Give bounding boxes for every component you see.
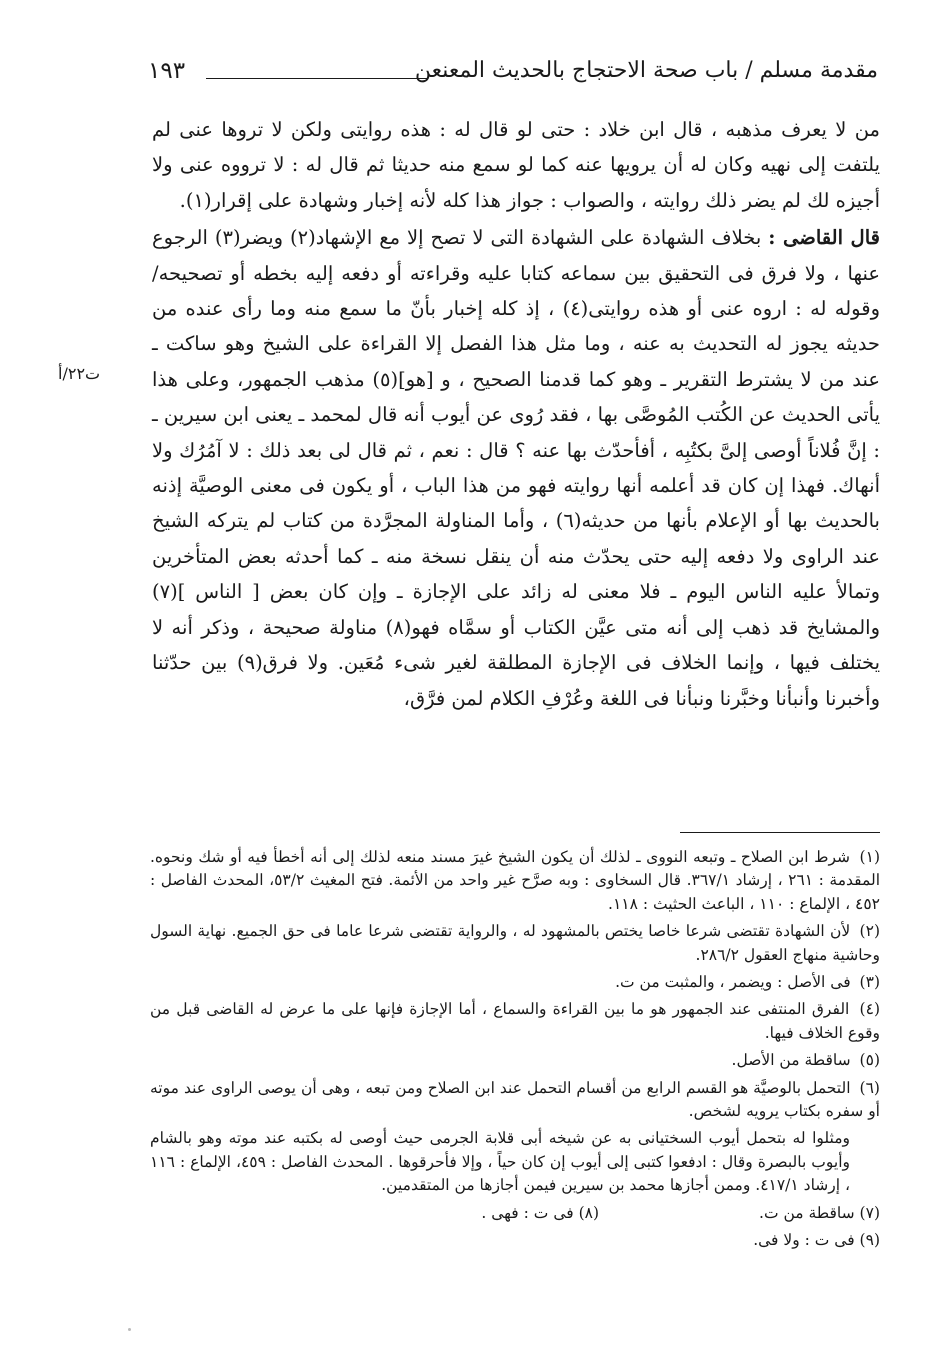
- footnote-text: فى الأصل : ويضمر ، والمثبت من ت.: [615, 973, 851, 992]
- footnote: [150, 971, 880, 994]
- footnote-number: (٦): [859, 1078, 880, 1097]
- scan-speck: [128, 1328, 131, 1331]
- footnote-row: [150, 1202, 880, 1225]
- margin-note: ت٢٢/أ: [58, 364, 101, 383]
- footnote-number: (٤): [859, 1000, 880, 1019]
- footnote-number: (٣): [859, 973, 880, 992]
- footnote-text: التحمل بالوصيَّة هو القسم الرابع من أقسام التحمل عند ابن الصلاح ومن تبعه ، وهى أن يوصى الراوى عند موته أو سفره بكتاب يرويه لشخص.: [150, 1078, 880, 1121]
- footnote: [150, 998, 880, 1045]
- footnote-text: ومثلوا له بتحمل أيوب السختيانى به عن شيخه أبى قلابة الجرمى حيث أوصى له بكتبه عند موته وهو بالشام وأيوب بالبصرة وقال : ادفعوا كتبى إلى أيوب إن كان حياً ، وإلا فأحرقوها . المحدث الفاصل : ٤٥٩، الإلماع : ١١٦ ، إرشاد ٤١٧/١. وممن أجازها محمد بن سيرين فيمن أجازها من المتقدمين.: [150, 1129, 850, 1195]
- footnote-text: ساقطة من الأصل.: [731, 1051, 851, 1070]
- footnote-number: (٢): [859, 922, 880, 941]
- footnotes: [150, 846, 880, 1257]
- footnote-rule: [680, 832, 880, 833]
- footnote-text: الفرق المنتفى عند الجمهور هو ما بين القراءة والسماع ، أما الإجازة فإنها على ما عرض له القاضى قبل من وقوع الخلاف فيها.: [150, 1000, 880, 1042]
- footnote: [150, 1077, 880, 1124]
- paragraph: [152, 220, 880, 716]
- footnote: (٧) ساقطة من ت.: [759, 1203, 880, 1222]
- footnote-number: (٥): [859, 1051, 880, 1070]
- footnote-continuation: [150, 1127, 880, 1197]
- footnote-number: (١): [859, 848, 880, 866]
- running-title: مقدمة مسلم / باب صحة الاحتجاج بالحديث المعنعن: [414, 58, 878, 83]
- footnote-text: شرط ابن الصلاح ـ وتبعه النووى ـ لذلك أن يكون الشيخ غيرَ مسند منعه لذلك إلى أنه أخطأ فيه أو شك ونحوه. المقدمة : ٢٦١ ، إرشاد ٣٦٧/١. قال السخاوى : وبه صرَّح غير واحد من الأئمة. فتح المغيث ٥٣/٢، المحدث الفاصل : ٤٥٢ ، الإلماع : ١١٠ ، الباعث الحثيث : ١١٨.: [150, 848, 881, 913]
- page-number: ١٩٣: [148, 58, 186, 84]
- footnote: [150, 920, 880, 967]
- main-text: [152, 112, 880, 720]
- paragraph-lead: قال القاضى :: [768, 226, 880, 250]
- footnote: [150, 846, 880, 916]
- paragraph-text: من لا يعرف مذهبه ، قال ابن خلاد : حتى لو قال له : هذه روايتى ولكن لا تروها عنى لم يلتفت إلى نهيه وكان له أن يرويها عنه كما لو سمع منه حديثا ثم قال له : لا ترووه عنى ولا أجيزه لك لم يضر ذلك روايته ، والصواب : جواز هذا كله لأنه إخبار وشهادة على إقرار(١).: [152, 118, 880, 212]
- page-header: [148, 58, 878, 94]
- paragraph-text: بخلاف الشهادة على الشهادة التى لا تصح إلا مع الإشهاد(٢) ويضر(٣) الرجوع عنها ، ولا فرق فى التحقيق بين سماعه كتابا عليه وقراءته أو دفعه إليه بخطه أو تصحيحه/ وقوله له : اروه عنى أو هذه روايتى(٤) ، إذ كله إخبار بأنّ ما سمع منه وما رأى عنده من حديثه يجوز له التحديث به عنه ، وما مثل هذا الفصل إلا القراءة على الشيخ وهو ساكت ـ عند من لا يشترط التقرير ـ وهو كما قدمنا الصحيح ، و [هو](٥) مذهب الجمهور، وعلى هذا يأتى الحديث عن الكُتب المُوصَّى بها ، فقد رُوى عن أيوب أنه قال لمحمد ـ يعنى ابن سيرين ـ : إنَّ فُلاناً أوصى إلىَّ بكتُبِه ، أفأحدّث بها عنه ؟ قال : نعم ، ثم قال لى بعد ذلك : لا آمُرُك ولا أنهاك. فهذا إن كان قد أعلمه أنها روايته فهو من هذا الباب ، أو يكون فى معنى الوصيَّة إذنه بالحديث بها أو الإعلام بأنها من حديثه(٦) ، وأما المناولة المجرَّدة من كتاب لم يتركه الشيخ عند الراوى ولا دفعه إليه حتى يحدّث منه أن ينقل نسخة منه ـ كما أحدثه بعض المتأخرين وتمالأ عليه الناس اليوم ـ فلا معنى له زائد على الإجازة ـ وإن كان بعض [ الناس ](٧) والمشايخ قد ذهب إلى أنه متى عيَّن الكتاب أو سمَّاه فهو(٨) مناولة صحيحة ، وذكر أنه لا يختلف فيها ، وإنما الخلاف فى الإجازة المطلقة لغير شىء مُعَين. ولا فرق(٩) بين حدّثنا وأخبرنا وأنبأنا وخبَّرنا ونبأنا فى اللغة وعُرْفِ الكلام لمن فرَّق،: [152, 226, 880, 710]
- footnote: [150, 1049, 880, 1072]
- footnote-text: لأن الشهادة تقتضى شرعا خاصا يختص بالمشهود له ، والرواية تقتضى شرعا عاما فى حق الجميع. نهاية السول وحاشية منهاج العقول ٢٨٦/٢.: [150, 922, 880, 964]
- header-rule: [206, 78, 428, 79]
- footnote: (٨) فى ت : فهى .: [481, 1203, 600, 1222]
- footnote: (٩) فى ت : ولا فى.: [753, 1231, 880, 1250]
- paragraph: [152, 112, 880, 218]
